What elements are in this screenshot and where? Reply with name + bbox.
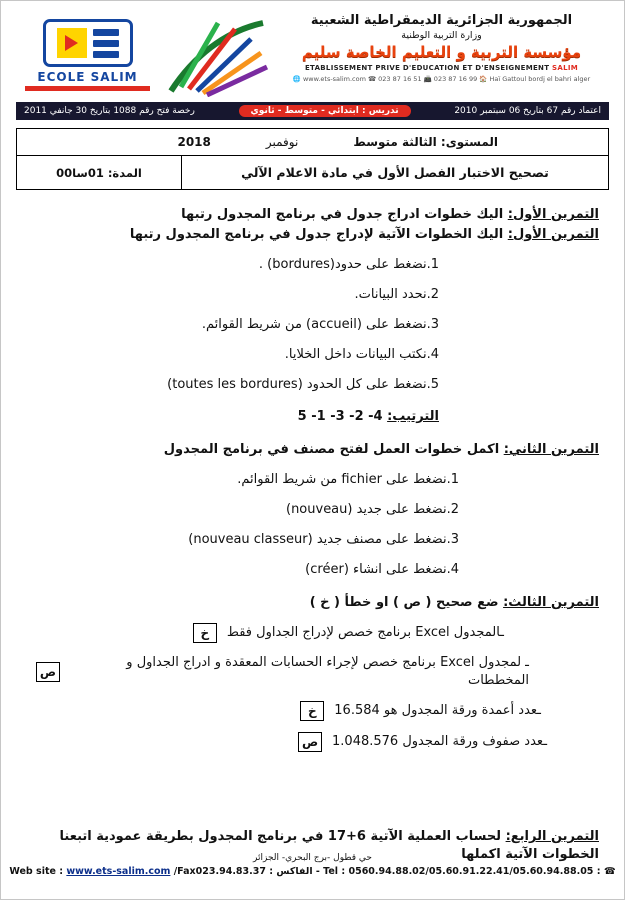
exam-body <box>16 206 609 864</box>
exercise1-label: التمرين الأول: <box>507 207 599 222</box>
school-name-french <box>274 64 609 72</box>
accreditation-text: اعتماد رقم 67 بتاريخ 06 سبتمبر 2010 <box>454 106 601 116</box>
logo-e-bars-icon <box>93 29 119 58</box>
exam-duration: المدة: 01سا00 <box>17 156 182 189</box>
true-false-item <box>26 623 504 643</box>
exercise1-heading-repeat <box>26 226 599 244</box>
exercise1-step-3: 3.نضغط على (accueil) من شريط القوائم. <box>201 317 439 332</box>
logo-underline <box>25 86 150 91</box>
exam-info-row-top <box>17 129 608 156</box>
exercise2-step-4: 4.نضغط على انشاء (créer) <box>305 562 459 577</box>
answer-box: ص <box>298 732 322 752</box>
exam-info-table <box>16 128 609 190</box>
exam-month: نوفمبر <box>265 135 299 149</box>
exam-info-row-bottom <box>17 156 608 189</box>
license-text: رخصة فتح رقم 1088 بتاريخ 30 جانفي 2011 <box>24 106 195 116</box>
web-site-label: Web site : <box>9 866 67 877</box>
exam-year: 2018 <box>177 135 211 149</box>
ministry-title: وزارة التربية الوطنية <box>401 30 482 41</box>
school-name-arabic: مؤسسة التربية و التعليم الخاصة سليم <box>301 43 582 61</box>
exercise2-heading <box>26 441 599 459</box>
header-contact-line: 🌐 www.ets-salim.com ☎ 023 87 16 51 📠 023 87 16 99 🏠 Haï Gattoul bordj el bahri alger <box>292 75 591 83</box>
accreditation-banner <box>16 102 609 120</box>
exercise1-label-repeat: التمرين الأول: <box>507 227 599 242</box>
statement-text: ـعدد صفوف ورقة المجدول 1.048.576 <box>332 734 547 749</box>
order-value: 4- 2- 3- 1- 5 <box>297 409 388 424</box>
header <box>16 11 609 97</box>
school-logo <box>16 11 159 91</box>
statement-text: ـعدد أعمدة ورقة المجدول هو 16.584 <box>334 703 541 718</box>
pencils-logo <box>159 11 274 97</box>
statement-text: ـ لمجدول Excel برنامج خصص لإجراء الحسابات المعقدة و ادراج الجداول و المخططات <box>126 655 529 688</box>
levels-badge: تدريس : ابتدائي - متوسط - ثانوي <box>239 105 411 117</box>
statement-text: ـالمجدول Excel برنامج خصص لإدراج الجداول فقط <box>226 625 504 640</box>
exercise1-step-5: 5.نضغط على كل الحدود (toutes les bordures) <box>167 377 439 392</box>
answer-box: خ <box>300 701 324 721</box>
exercise4-heading-text: لحساب العملية الآتية 6+17 في برنامج المجدول بطريقة عمودية اتبعنا الخطوات الآتية اكملها <box>59 829 599 862</box>
true-false-item <box>26 654 529 690</box>
exercise1-step-4: 4.نكتب البيانات داخل الخلايا. <box>284 347 439 362</box>
exercise1-heading <box>26 206 599 224</box>
exercise3-label: التمرين الثالث: <box>503 595 599 610</box>
footer <box>1 853 624 877</box>
exercise3-heading-text: ضع صحيح ( ص ) او خطأ ( خ ) <box>309 595 504 610</box>
exercise1-heading-text: اليك خطوات ادراج جدول في برنامج المجدول رتبها <box>181 207 508 222</box>
exercise1-step-2: 2.نحدد البيانات. <box>354 287 439 302</box>
exercise2-step-3: 3.نضغط على مصنف جديد (nouveau classeur) <box>188 532 459 547</box>
answer-box: خ <box>193 623 217 643</box>
exercise2-step-2: 2.نضغط على جديد (nouveau) <box>285 502 459 517</box>
true-false-item <box>26 701 541 721</box>
exercise2-label: التمرين الثاني: <box>503 442 599 457</box>
header-text <box>274 11 609 83</box>
exercise4-label: التمرين الرابع: <box>505 829 599 844</box>
footer-address: حي قطول -برج البحري- الجزائر <box>253 853 372 863</box>
exercise1-answer-order <box>26 408 439 426</box>
exam-level: المستوى: الثالثة متوسط <box>353 135 498 149</box>
exercise2-step-1: 1.نضغط على fichier من شريط القوائم. <box>237 472 459 487</box>
website-link[interactable]: www.ets-salim.com <box>66 866 171 877</box>
footer-phone-fax: /Fax023.94.83.37 : الفاكس - Tel : 0560.94.88.02/05.60.91.22.41/05.60.94.88.05 : ☎ <box>170 866 616 877</box>
footer-contact-line <box>1 866 624 877</box>
order-label: الترتيب: <box>387 409 439 424</box>
exercise2-heading-text: اكمل خطوات العمل لفتح مصنف في برنامج المجدول <box>163 442 504 457</box>
school-name-fr-highlight: SALIM <box>552 64 579 72</box>
logo-text: ECOLE SALIM <box>37 70 138 84</box>
answer-box: ص <box>36 662 60 682</box>
republic-title: الجمهورية الجزائرية الديمقراطية الشعبية <box>310 13 573 28</box>
pencils-icon <box>163 15 271 97</box>
logo-play-icon <box>57 28 87 58</box>
exercise3-heading <box>26 594 599 612</box>
logo-mark <box>43 19 133 67</box>
true-false-item <box>26 732 547 752</box>
exercise1-step-1: 1.نضغط على حدود(bordures) . <box>258 257 439 272</box>
exam-title: تصحيح الاختبار الفصل الأول في مادة الاعلام الآلي <box>241 165 549 180</box>
exercise1-heading-repeat-text: اليك الخطوات الآتية لإدراج جدول في برنامج المجدول رتبها <box>129 227 508 242</box>
school-name-fr-text: ETABLISSEMENT PRIVE D'EDUCATION ET D'ENSEIGNEMENT <box>304 64 550 72</box>
